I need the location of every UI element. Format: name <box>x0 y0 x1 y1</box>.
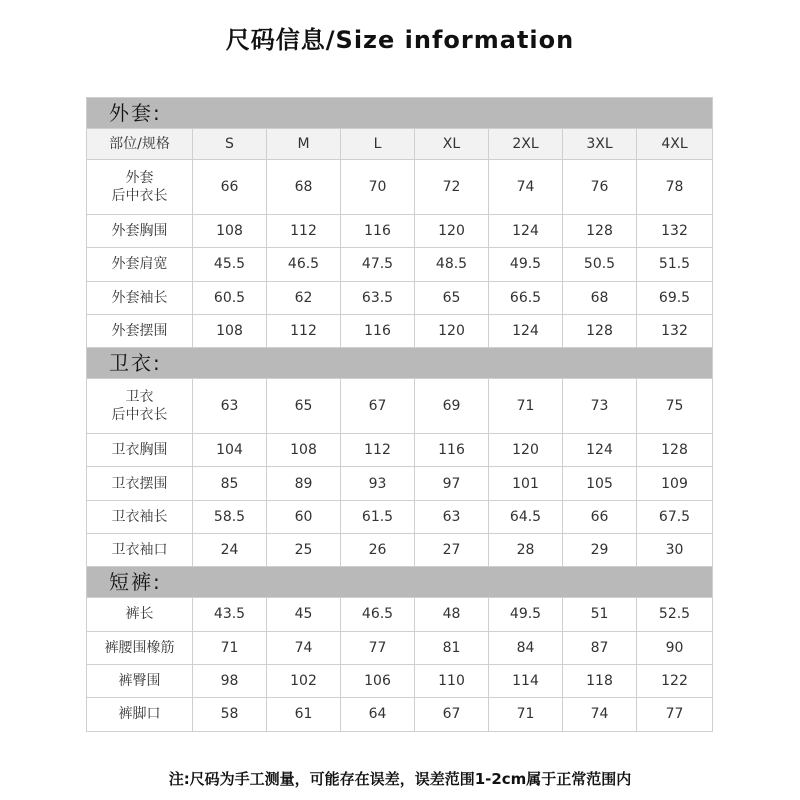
measurement-cell: 49.5 <box>489 248 563 281</box>
measurement-cell: 64 <box>341 698 415 731</box>
measurement-cell: 85 <box>193 467 267 500</box>
size-header-cell: XL <box>415 129 489 160</box>
measurement-cell: 51.5 <box>637 248 713 281</box>
measurement-cell: 28 <box>489 534 563 567</box>
measurement-cell: 112 <box>267 314 341 347</box>
measurement-cell: 132 <box>637 314 713 347</box>
table-row <box>87 160 713 215</box>
size-header-cell: M <box>267 129 341 160</box>
measurement-cell: 25 <box>267 534 341 567</box>
measurement-cell: 102 <box>267 664 341 697</box>
measurement-cell: 58 <box>193 698 267 731</box>
measurement-cell: 108 <box>193 314 267 347</box>
measurement-cell: 116 <box>341 314 415 347</box>
measurement-cell: 27 <box>415 534 489 567</box>
measurement-cell: 72 <box>415 160 489 215</box>
size-header-cell: 4XL <box>637 129 713 160</box>
measurement-cell: 97 <box>415 467 489 500</box>
measurement-cell: 74 <box>563 698 637 731</box>
row-label: 外套 后中衣长 <box>87 160 193 215</box>
measurement-cell: 26 <box>341 534 415 567</box>
measurement-cell: 75 <box>637 379 713 434</box>
measurement-cell: 65 <box>415 281 489 314</box>
measurement-cell: 90 <box>637 631 713 664</box>
row-label: 外套胸围 <box>87 215 193 248</box>
measurement-cell: 68 <box>563 281 637 314</box>
row-label: 外套摆围 <box>87 314 193 347</box>
measurement-cell: 48 <box>415 598 489 631</box>
row-label: 外套袖长 <box>87 281 193 314</box>
measurement-cell: 105 <box>563 467 637 500</box>
measurement-cell: 118 <box>563 664 637 697</box>
measurement-cell: 74 <box>489 160 563 215</box>
measurement-cell: 128 <box>637 434 713 467</box>
measurement-cell: 78 <box>637 160 713 215</box>
measurement-cell: 71 <box>193 631 267 664</box>
measurement-cell: 48.5 <box>415 248 489 281</box>
table-row <box>87 379 713 434</box>
measurement-cell: 84 <box>489 631 563 664</box>
measurement-cell: 66.5 <box>489 281 563 314</box>
row-label: 卫衣摆围 <box>87 467 193 500</box>
measurement-cell: 63.5 <box>341 281 415 314</box>
measurement-cell: 122 <box>637 664 713 697</box>
table-row <box>87 314 713 347</box>
measurement-cell: 46.5 <box>341 598 415 631</box>
measurement-cell: 101 <box>489 467 563 500</box>
row-label: 外套肩宽 <box>87 248 193 281</box>
measurement-cell: 98 <box>193 664 267 697</box>
section-header-row <box>87 98 713 129</box>
section-title: 短裤: <box>87 567 713 598</box>
measurement-cell: 62 <box>267 281 341 314</box>
measurement-cell: 109 <box>637 467 713 500</box>
table-row <box>87 598 713 631</box>
table-row <box>87 631 713 664</box>
measurement-cell: 74 <box>267 631 341 664</box>
measurement-cell: 67.5 <box>637 500 713 533</box>
measurement-cell: 24 <box>193 534 267 567</box>
size-header-cell: S <box>193 129 267 160</box>
measurement-cell: 89 <box>267 467 341 500</box>
measurement-cell: 60 <box>267 500 341 533</box>
table-row <box>87 500 713 533</box>
measurement-cell: 63 <box>415 500 489 533</box>
size-header-cell: 3XL <box>563 129 637 160</box>
row-label: 裤长 <box>87 598 193 631</box>
measurement-cell: 116 <box>415 434 489 467</box>
measurement-cell: 120 <box>415 215 489 248</box>
section-header-row <box>87 567 713 598</box>
table-row <box>87 215 713 248</box>
table-row <box>87 434 713 467</box>
measurement-cell: 69.5 <box>637 281 713 314</box>
measurement-cell: 112 <box>341 434 415 467</box>
measurement-cell: 69 <box>415 379 489 434</box>
row-label: 卫衣袖长 <box>87 500 193 533</box>
measurement-cell: 47.5 <box>341 248 415 281</box>
measurement-cell: 66 <box>193 160 267 215</box>
row-label: 卫衣胸围 <box>87 434 193 467</box>
measurement-cell: 120 <box>489 434 563 467</box>
table-row <box>87 534 713 567</box>
measurement-cell: 87 <box>563 631 637 664</box>
measurement-cell: 110 <box>415 664 489 697</box>
measurement-cell: 68 <box>267 160 341 215</box>
row-label: 裤臀围 <box>87 664 193 697</box>
measurement-cell: 114 <box>489 664 563 697</box>
size-header-cell: L <box>341 129 415 160</box>
measurement-cell: 108 <box>193 215 267 248</box>
row-label: 裤脚口 <box>87 698 193 731</box>
measurement-cell: 29 <box>563 534 637 567</box>
measurement-cell: 50.5 <box>563 248 637 281</box>
measurement-cell: 76 <box>563 160 637 215</box>
measurement-cell: 65 <box>267 379 341 434</box>
measurement-cell: 52.5 <box>637 598 713 631</box>
measurement-cell: 45.5 <box>193 248 267 281</box>
measurement-cell: 63 <box>193 379 267 434</box>
measurement-cell: 66 <box>563 500 637 533</box>
row-label: 卫衣 后中衣长 <box>87 379 193 434</box>
measurement-cell: 124 <box>489 314 563 347</box>
measurement-cell: 67 <box>341 379 415 434</box>
measurement-cell: 71 <box>489 698 563 731</box>
measurement-cell: 64.5 <box>489 500 563 533</box>
measurement-cell: 61 <box>267 698 341 731</box>
page-title: 尺码信息/Size information <box>225 26 575 54</box>
measurement-cell: 73 <box>563 379 637 434</box>
measurement-cell: 45 <box>267 598 341 631</box>
size-header-row <box>87 129 713 160</box>
measurement-cell: 93 <box>341 467 415 500</box>
measurement-cell: 49.5 <box>489 598 563 631</box>
measurement-cell: 58.5 <box>193 500 267 533</box>
measurement-cell: 112 <box>267 215 341 248</box>
row-label: 卫衣袖口 <box>87 534 193 567</box>
measurement-cell: 132 <box>637 215 713 248</box>
measurement-cell: 70 <box>341 160 415 215</box>
measurement-cell: 128 <box>563 215 637 248</box>
size-table <box>86 97 713 732</box>
measurement-cell: 61.5 <box>341 500 415 533</box>
measurement-cell: 67 <box>415 698 489 731</box>
measurement-cell: 46.5 <box>267 248 341 281</box>
measurement-cell: 120 <box>415 314 489 347</box>
part-size-header: 部位/规格 <box>87 129 193 160</box>
measurement-cell: 43.5 <box>193 598 267 631</box>
measurement-cell: 30 <box>637 534 713 567</box>
measurement-cell: 124 <box>489 215 563 248</box>
measurement-cell: 60.5 <box>193 281 267 314</box>
section-title: 卫衣: <box>87 348 713 379</box>
row-label: 裤腰围橡筋 <box>87 631 193 664</box>
measurement-cell: 77 <box>637 698 713 731</box>
measurement-cell: 116 <box>341 215 415 248</box>
measurement-cell: 124 <box>563 434 637 467</box>
table-row <box>87 248 713 281</box>
measurement-cell: 128 <box>563 314 637 347</box>
measurement-cell: 81 <box>415 631 489 664</box>
measurement-cell: 77 <box>341 631 415 664</box>
table-row <box>87 698 713 731</box>
table-row <box>87 281 713 314</box>
measurement-cell: 104 <box>193 434 267 467</box>
measurement-cell: 106 <box>341 664 415 697</box>
measurement-cell: 51 <box>563 598 637 631</box>
size-header-cell: 2XL <box>489 129 563 160</box>
measurement-cell: 71 <box>489 379 563 434</box>
section-title: 外套: <box>87 98 713 129</box>
table-row <box>87 664 713 697</box>
measurement-cell: 108 <box>267 434 341 467</box>
table-row <box>87 467 713 500</box>
section-header-row <box>87 348 713 379</box>
measurement-note: 注:尺码为手工测量，可能存在误差，误差范围1-2cm属于正常范围内 <box>168 770 632 788</box>
